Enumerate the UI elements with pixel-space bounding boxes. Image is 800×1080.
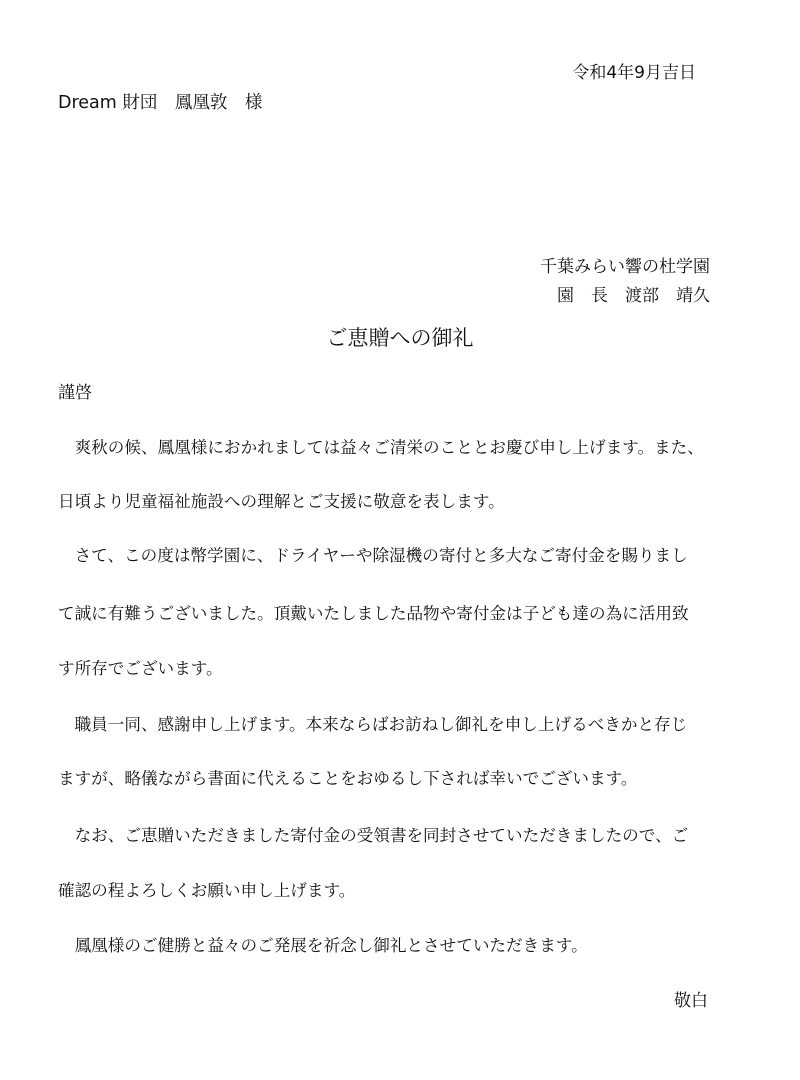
body-line: 鳳凰様のご健勝と益々のご発展を祈念し御礼とさせていただきます。 xyxy=(58,936,588,955)
sender-organization: 千葉みらい響の杜学園 xyxy=(540,257,710,277)
body-line: 職員一同、感謝申し上げます。本来ならばお訪ねし御礼を申し上げるべきかと存じ xyxy=(58,715,688,734)
body-line: 爽秋の候、鳳凰様におかれましては益々ご清栄のこととお慶び申し上げます。また、 xyxy=(58,438,704,457)
sender-name: 園 長 渡部 靖久 xyxy=(557,286,710,306)
body-line: て誠に有難うございました。頂戴いたしました品物や寄付金は子ども達の為に活用致 xyxy=(58,604,689,623)
recipient-name: Dream 財団 鳳凰敦 様 xyxy=(58,93,263,113)
body-line: 日頃より児童福祉施設への理解とご支援に敬意を表します。 xyxy=(58,492,505,511)
body-line: 確認の程よろしくお願い申し上げます。 xyxy=(58,881,356,900)
letter-date: 令和4年9月吉日 xyxy=(572,63,696,83)
closing-salutation: 敬白 xyxy=(674,991,708,1011)
body-line: ますが、略儀ながら書面に代えることをおゆるし下されば幸いでございます。 xyxy=(58,769,638,788)
letter-title: ご恵贈への御礼 xyxy=(326,326,474,350)
body-line: なお、ご恵贈いただきました寄付金の受領書を同封させていただきましたので、ご xyxy=(58,826,689,845)
body-line: さて、この度は幣学園に、ドライヤーや除湿機の寄付と多大なご寄付金を賜りまし xyxy=(58,546,688,565)
opening-salutation: 謹啓 xyxy=(58,383,92,403)
body-line: す所存でございます。 xyxy=(58,659,223,678)
